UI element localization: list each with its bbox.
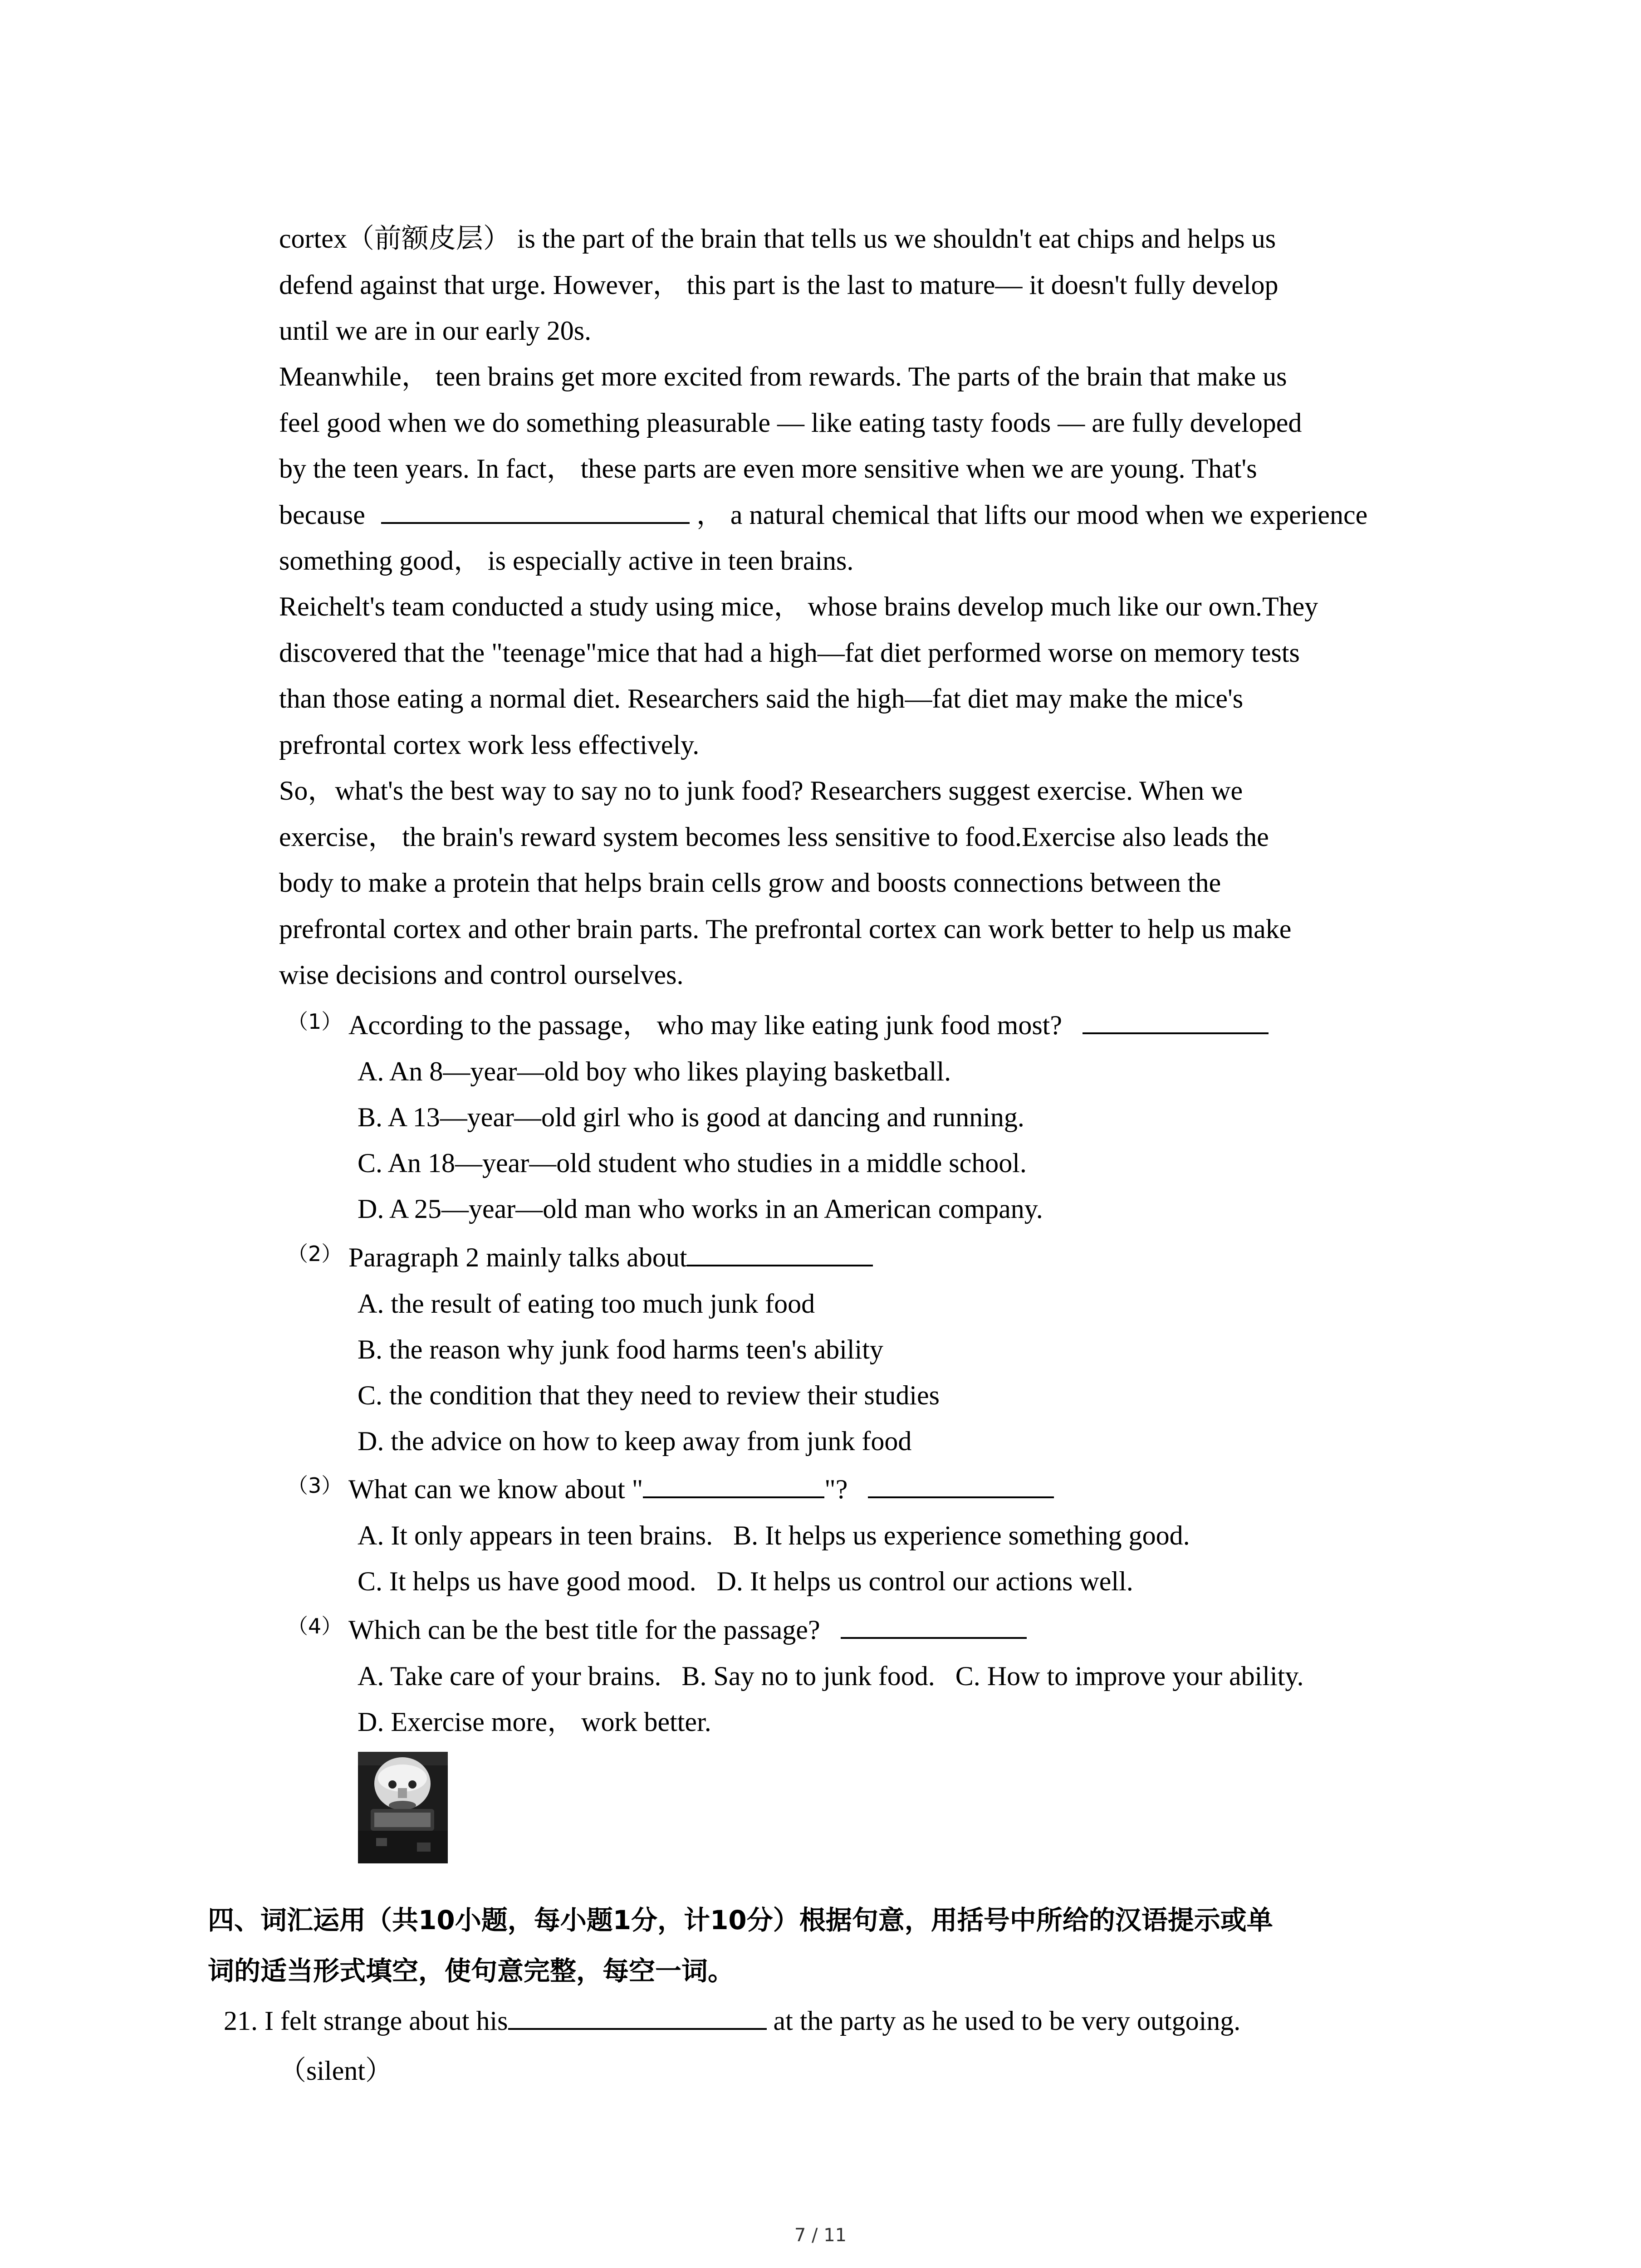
answer-blank[interactable] bbox=[381, 499, 690, 524]
option-d[interactable]: D. Exercise more， work better. bbox=[358, 1707, 711, 1737]
page-number: 7 / 11 bbox=[794, 2225, 847, 2246]
portrait-photo bbox=[358, 1752, 448, 1863]
passage-blank-line: because ， a natural chemical that lifts our mood when we experience bbox=[279, 499, 1368, 530]
answer-blank[interactable] bbox=[868, 1474, 1054, 1498]
item-number: 21. bbox=[224, 2006, 258, 2036]
question-number: （3） bbox=[287, 1473, 343, 1498]
question-text: According to the passage， who may like eating junk food most? bbox=[348, 1002, 1269, 1049]
option-d[interactable]: D. the advice on how to keep away from junk food bbox=[358, 1426, 912, 1456]
answer-blank[interactable] bbox=[508, 2005, 767, 2030]
passage-paragraph-4: So，what's the best way to say no to junk food? Researchers suggest exercise. When we exercise， the brain's reward system becomes less sensitive to food.Exercise also leads the body to make a protein that helps brain cells grow and boosts connections between the prefrontal cortex and other brain parts. The prefrontal cortex can work better to help us make wise decisions and control ourselves. bbox=[279, 776, 1292, 990]
option-c[interactable]: C. the condition that they need to review their studies bbox=[358, 1380, 940, 1410]
question-text: Which can be the best title for the passage? bbox=[348, 1607, 1027, 1653]
question-text: What can we know about " "? bbox=[348, 1466, 1054, 1513]
option-row-ab[interactable]: A. It only appears in teen brains. B. It helps us experience something good. bbox=[358, 1520, 1190, 1550]
portrait-image bbox=[358, 1752, 448, 1863]
option-d[interactable]: D. A 25—year—old man who works in an American company. bbox=[358, 1194, 1043, 1224]
section-4-heading: 四、词汇运用（共10小题，每小题1分，计10分）根据句意，用括号中所给的汉语提示或单 词的适当形式填空，使句意完整，每空一词。 bbox=[208, 1905, 1273, 1986]
answer-blank[interactable] bbox=[687, 1242, 873, 1266]
question-number: （1） bbox=[287, 1009, 343, 1034]
question-number: （2） bbox=[287, 1242, 343, 1266]
question-number: （4） bbox=[287, 1614, 343, 1638]
option-b[interactable]: B. the reason why junk food harms teen's ability bbox=[358, 1334, 883, 1364]
answer-blank[interactable] bbox=[1083, 1010, 1269, 1034]
question-text: Paragraph 2 mainly talks about bbox=[348, 1235, 873, 1281]
passage-paragraph-3: Reichelt's team conducted a study using mice， whose brains develop much like our own.They discovered that the "teenage"mice that had a high—fat diet performed worse on memory tests than those eating a normal diet. Researchers said the high—fat diet may make the mice's prefrontal cortex work less effectively. bbox=[279, 591, 1318, 760]
answer-blank[interactable] bbox=[841, 1614, 1027, 1639]
option-row-cd[interactable]: C. It helps us have good mood. D. It helps us control our actions well. bbox=[358, 1566, 1133, 1596]
option-a[interactable]: A. the result of eating too much junk food bbox=[358, 1289, 815, 1319]
passage-paragraph-2: Meanwhile， teen brains get more excited from rewards. The parts of the brain that make us feel good when we do something pleasurable — like eating tasty foods — are fully developed by the teen years. In fact， these parts are even more sensitive when we are young. That's because ， a natural chemical that lifts our mood when we experience something good， is especially active in teen brains. bbox=[279, 354, 1459, 584]
option-row-abc[interactable]: A. Take care of your brains. B. Say no to junk food. C. How to improve your ability. bbox=[358, 1661, 1304, 1691]
quoted-blank[interactable] bbox=[643, 1474, 824, 1498]
option-a[interactable]: A. An 8—year—old boy who likes playing basketball. bbox=[358, 1056, 951, 1086]
option-c[interactable]: C. An 18—year—old student who studies in a middle school. bbox=[358, 1148, 1027, 1178]
word-hint: （silent） bbox=[279, 2056, 392, 2086]
option-b[interactable]: B. A 13—year—old girl who is good at dancing and running. bbox=[358, 1102, 1024, 1132]
passage-paragraph-1: cortex（前额皮层） is the part of the brain that tells us we shouldn't eat chips and helps us defend against that urge. However， this part is the last to mature— it doesn't fully develop until we are in our early 20s. bbox=[279, 224, 1279, 346]
vocab-item-21: 21. I felt strange about his at the party as he used to be very outgoing. （silent） bbox=[224, 1996, 1240, 2096]
